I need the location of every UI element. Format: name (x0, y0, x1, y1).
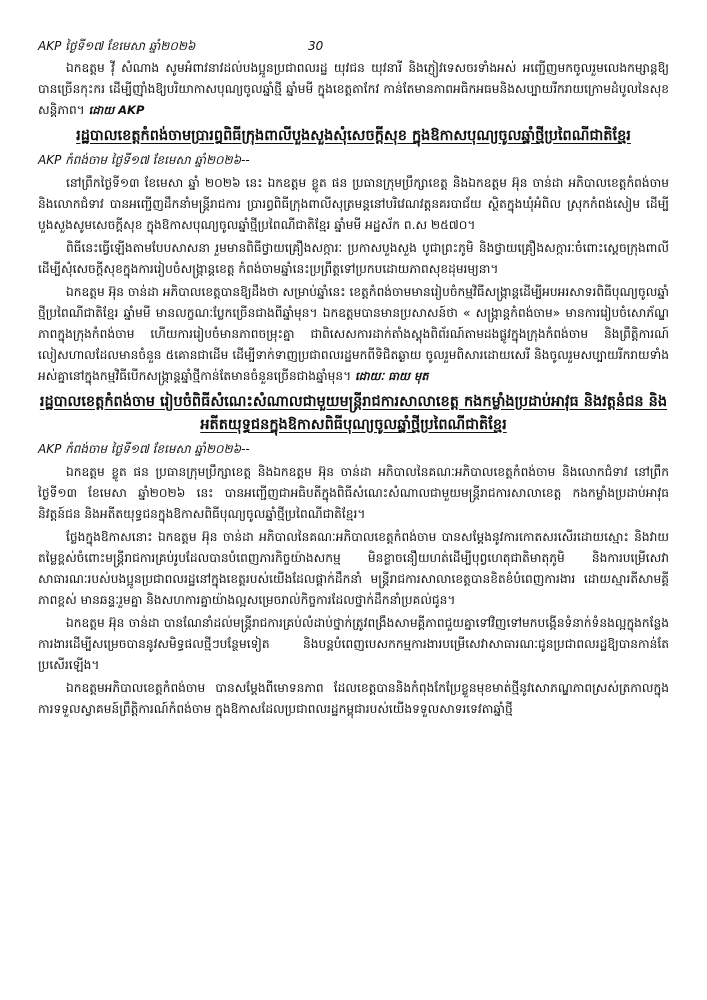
article1-paragraph-3 (38, 282, 669, 387)
article1-byline: ដោយៈ ធាយ មុត (355, 369, 429, 383)
page-number: 30 (308, 39, 324, 53)
article1-paragraph-2: ពិធីនេះធ្វើឡើងតាមបែបសាសនា រួមមានពិធីថ្វាយគ្រឿងសក្ការៈ ប្រកាសបួងសួង បូជាព្រះភូមិ និងថ្វាយគ្រឿងសក្ការៈចំពោះស្តេចក្រុងពាលី ដើម្បីសុំសេចក្តីសុខក្នុងការរៀបចំសង្ក្រាន្តខេត្ត កំពង់ចាមឆ្នាំនេះប្រព្រឹត្តទៅប្រកបដោយភាពសុខដុមរម្យនា។ (38, 241, 669, 276)
article2-dateline: AKP កំពង់ចាម ថ្ងៃទី១៧ ខែមេសា ឆ្នាំ២០២៦-- (38, 442, 250, 456)
article2-headline: រដ្ឋបាលខេត្តកំពង់ចាម រៀបចំពិធីសំណេះសំណាលជាមួយមន្ត្រីរាជការសាលាខេត្ត កងកម្លាំងប្រដាប់អាវុធ និងវត្តនំជន និងអតីតយុទ្ធជនក្នុងឱកាសពិធីបុណ្យចូលឆ្នាំថ្មីប្រពៃណីជាតិខ្មែរ (39, 394, 668, 433)
article1-headline: រដ្ឋបាលខេត្តកំពង់ចាមប្រារព្ធពិធីក្រុងពាលីបួងសួងសុំសេចក្តីសុខ ក្នុងឱកាសបុណ្យចូលឆ្នាំថ្មីប្រពៃណីជាតិខ្មែរ (76, 128, 631, 144)
intro-paragraph-text: ឯកឧត្តម វ៉ី សំណាង សូមអំពាវនាវដល់បងប្អូនប្រជាពលរដ្ឋ យុវជន យុវនារី និងភ្ញៀវទេសចរទាំងអស់ អញ្ជើញមកចូលរួមលេងកម្សាន្តឱ្យបានច្រើនកុះករ ដើម្បីញ៉ាំងឱ្យបរិយាកាសបុណ្យចូលឆ្នាំថ្មី ឆ្នាំមមី ក្នុងខេត្តតាកែវ កាន់តែមានភាពអធិកអធមនិងសប្បាយរីករាយក្រោមដំបូលនៃសុខសន្តិភាព។ (38, 61, 669, 117)
article1-paragraph-3-text: ឯកឧត្តម អ៊ុន ចាន់ដា អភិបាលខេត្តបានឱ្យដឹងថា សម្រាប់ឆ្នាំនេះ ខេត្តកំពង់ចាមមានរៀបចំកម្មវិធីសង្ក្រាន្តដើម្បីអបអរសាទរពិធីបុណ្យចូលឆ្នាំថ្មីប្រពៃណីជាតិខ្មែរ ឆ្នាំមមី មានលក្ខណៈប្លែកច្រើនជាងពីឆ្នាំមុន។ ឯកឧត្តមបានមានប្រសាសន៍ថា « សង្ក្រាន្តកំពង់ចាម» មានការរៀបចំសោភ័ណ្ឌភាពក្នុងក្រុងកំពង់ចាម ហើយការរៀបចំមានភាពចម្រុះគ្នា ជាពិសេសការដាក់តាំងស្តុងពិព័រណ៍តាមដងផ្លូវក្នុងក្រុងកំពង់ចាម និងព្រឹត្តិការណ៍លៀសហាលដែលមានចំនួន ៥គោនជាដើម ដើម្បីទាក់ទាញប្រជាពលរដ្ឋមកពីទិជិតឆ្ងាយ ចូលរួមពិសារដោយសេរី និងចូលរួមសប្បាយរីករាយទាំងអស់គ្នានៅក្នុងកម្មវិធីបើកសង្ក្រាន្តឆ្នាំថ្មីកាន់តែមានចំនួនច្រើនជាងឆ្នាំមុន។ (38, 285, 669, 383)
article2-paragraph-3: ឯកឧត្តម អ៊ុន ចាន់ដា បានណែនាំដល់មន្ត្រីរាជការគ្រប់លំដាប់ថ្នាក់ត្រូវពង្រឹងសាមគ្គីភាពជួយគ្នាទៅវិញទៅមកបង្កើនទំនាក់ទំនងល្អក្នុងកន្លែងការងារដើម្បីសម្រេចបាននូវសមិទ្ធផលថ្មីៗបន្ថែមទៀត និងបន្តបំពេញបេសកកម្មការងារបម្រើសេវាសាធារណៈជូនប្រជាពលរដ្ឋឱ្យបានកាន់តែប្រសើរឡើង។ (38, 616, 669, 672)
intro-paragraph (38, 58, 669, 121)
page-header (38, 36, 669, 58)
article1-dateline: AKP កំពង់ចាម ថ្ងៃទី១៧ ខែមេសា ឆ្នាំ២០២៦-- (38, 153, 250, 167)
article2-paragraph-4: ឯកឧត្តមអភិបាលខេត្តកំពង់ចាម បានសម្តែងពីមោទនភាព ដែលខេត្តបាននិងកំពុងកែប្រែខ្លួនមុខមាត់ថ្មីនូវសោភណ្ឌភាពស្រស់ត្រកាលក្នុងការទទួលស្វាគមន៍ព្រឹត្តិការណ៍កំពង់ចាម ក្នុងឱកាសដែលប្រជាពលរដ្ឋកម្ពុជារបស់យើងទទួលសាទរទេវតាឆ្នាំថ្មី (38, 681, 669, 716)
intro-byline: ដោយ AKP (88, 103, 145, 117)
header-agency-date: AKP ថ្ងៃទី១៧ ខែមេសា ឆ្នាំ២០២៦ (38, 39, 196, 53)
article1-paragraph-1: នៅព្រឹកថ្ងៃទី១៣ ខែមេសា ឆ្នាំ ២០២៦ នេះ ឯកឧត្តម ខ្លូត ផន ប្រធានក្រុមប្រឹក្សាខេត្ត និងឯកឧត្តម អ៊ុន ចាន់ដា អភិបាលខេត្តកំពង់ចាម និងលោកជំទាវ បានអញ្ជើញដឹកនាំមន្ត្រីរាជការ ប្រារព្ធពិធីក្រុងពាលីសុត្រមន្តនៅបរិវេណវត្តនគរបាជ័យ ស្ថិតក្នុងឃុំអំពិល ស្រុកកំពង់សៀម ដើម្បីបួងសួងសូមសេចក្តីសុខ ក្នុងឱកាសបុណ្យចូលឆ្នាំថ្មីប្រពៃណីជាតិខ្មែរ ឆ្នាំមមី អដ្ឋស័ក ព.ស ២៥៧០។ (38, 176, 669, 232)
article2-paragraph-1: ឯកឧត្តម ខ្លូត ផន ប្រធានក្រុមប្រឹក្សាខេត្ត និងឯកឧត្តម អ៊ុន ចាន់ដា អភិបាលនៃគណៈអភិបាលខេត្តកំពង់ចាម និងលោកជំទាវ នៅព្រឹកថ្ងៃទី១៣ ខែមេសា ឆ្នាំ២០២៦ នេះ បានអញ្ជើញជាអធិបតីក្នុងពិធីសំណេះសំណាលជាមួយមន្ត្រីរាជការសាលាខេត្ត កងកម្លាំងប្រដាប់អាវុធ និវត្តន៍ជន និងអតីតយុទ្ធជនក្នុងឱកាសពិធីបុណ្យចូលឆ្នាំថ្មីប្រពៃណីជាតិខ្មែរ។ (38, 465, 669, 521)
article2-paragraph-2: ថ្លែងក្នុងឱកាសនោះ ឯកឧត្តម អ៊ុន ចាន់ដា អភិបាលនៃគណៈអភិបាលខេត្តកំពង់ចាម បានសម្តែងនូវការកោតសរសើរដោយស្មោះ និងវាយតម្លៃខ្ពស់ចំពោះមន្ត្រីរាជការគ្រប់រូបដែលបានបំពេញភារកិច្ចយ៉ាងសកម្ម មិនខ្លាចនឿយហត់ដើម្បីបុព្វហេតុជាតិមាតុភូមិ និងការបម្រើសេវាសាធារណៈរបស់បងប្អូនប្រជាពលរដ្ឋនៅក្នុងខេត្តរបស់យើងដែលផ្តាក់ដឹកនាំ មន្ត្រីរាជការសាលាខេត្តបានខិតខំបំពេញការងារ ដោយស្មារតីសាមគ្គីភាពខ្ពស់ មានឆន្ទៈរួមគ្នា និងសហការគ្នាយ៉ាងល្អសម្រេចរាល់កិច្ចការដែលថ្នាក់ដឹកនាំប្រគល់ជូន។ (38, 530, 669, 607)
